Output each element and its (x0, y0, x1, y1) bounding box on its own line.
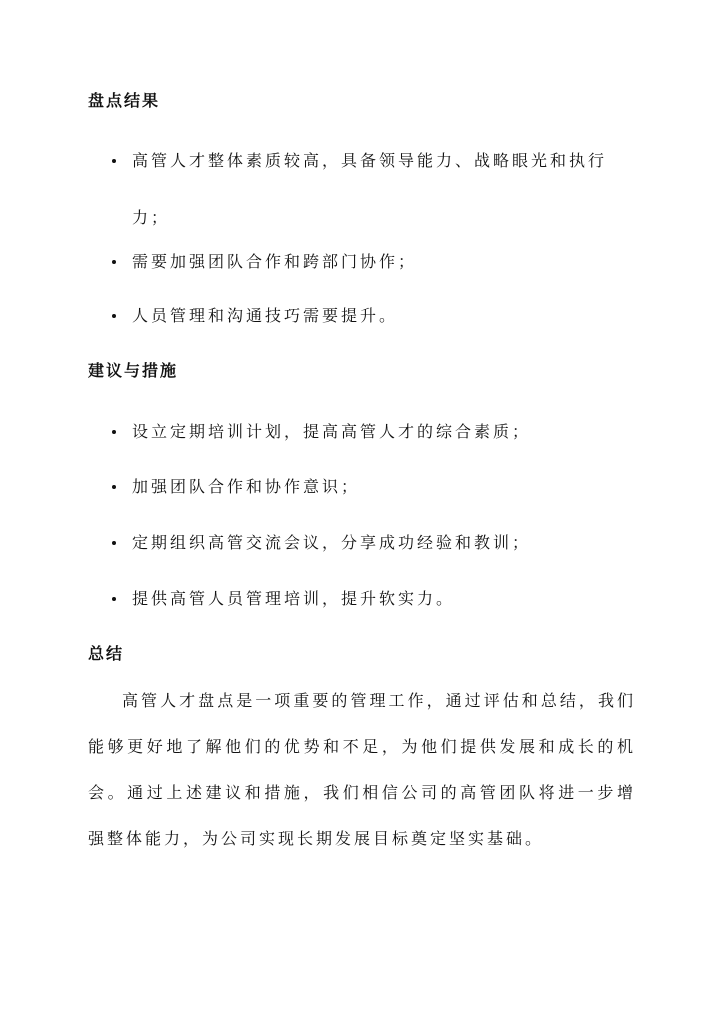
list-item-text: 设立定期培训计划，提高高管人才的综合素质； (132, 422, 532, 441)
bullet-icon (112, 159, 116, 163)
section-title-result: 盘点结果 (88, 91, 161, 110)
list-item-text: 定期组织高管交流会议，分享成功经验和教训； (132, 533, 532, 552)
bullet-icon (112, 314, 116, 318)
list-item-text: 提供高管人员管理培训，提升软实力。 (132, 589, 456, 608)
list-item-text: 加强团队合作和协作意识； (132, 477, 361, 496)
bullet-icon (112, 597, 116, 601)
summary-paragraph: 高管人才盘点是一项重要的管理工作，通过评估和总结，我们能够更好地了解他们的优势和不足，为他们提供发展和成长的机会。通过上述建议和措施，我们相信公司的高管团队将进一步增强整体能力，为公司实现长期发展目标奠定坚实基础。 (88, 691, 636, 848)
list-item-text: 高管人才整体素质较高，具备领导能力、战略眼光和执行力； (132, 151, 608, 227)
section-title-advice: 建议与措施 (88, 361, 179, 380)
list-item-text: 需要加强团队合作和跨部门协作； (132, 252, 418, 271)
bullet-icon (112, 485, 116, 489)
section-title-summary: 总结 (88, 644, 125, 663)
bullet-icon (112, 430, 116, 434)
bullet-icon (112, 260, 116, 264)
bullet-icon (112, 541, 116, 545)
list-item-text: 人员管理和沟通技巧需要提升。 (132, 306, 399, 325)
